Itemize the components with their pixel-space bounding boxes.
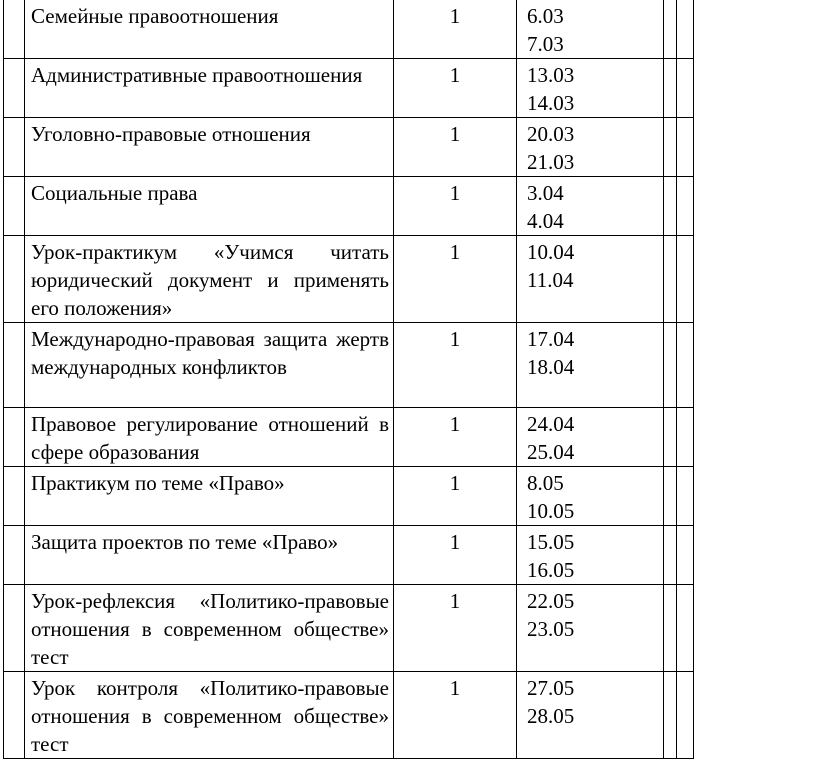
topic-cell bbox=[25, 236, 394, 323]
dates-cell bbox=[517, 323, 664, 408]
topic-text: Семейные правоотношения bbox=[31, 4, 279, 28]
date-planned: 20.03 bbox=[527, 122, 575, 146]
table-row bbox=[4, 467, 694, 526]
date-planned: 24.04 bbox=[527, 412, 575, 436]
hours-cell: 1 bbox=[394, 236, 517, 323]
date-alt: 4.04 bbox=[527, 209, 564, 233]
table-row bbox=[4, 59, 694, 118]
date-alt: 7.03 bbox=[527, 32, 564, 56]
empty-cell bbox=[677, 0, 694, 59]
hours-cell: 1 bbox=[394, 177, 517, 236]
date-alt: 14.03 bbox=[527, 91, 575, 115]
hours-cell: 1 bbox=[394, 323, 517, 408]
dates-cell bbox=[517, 585, 664, 672]
date-planned: 3.04 bbox=[527, 181, 564, 205]
row-number-cell bbox=[4, 323, 25, 408]
dates-cell bbox=[517, 118, 664, 177]
dates-cell bbox=[517, 0, 664, 59]
topic-text: Административные правоотношения bbox=[31, 63, 363, 87]
schedule-table bbox=[3, 0, 694, 759]
topic-text: Уголовно-правовые отношения bbox=[31, 122, 311, 146]
topic-text: Практикум по теме «Право» bbox=[31, 471, 285, 495]
date-planned: 10.04 bbox=[527, 240, 575, 264]
hours-cell: 1 bbox=[394, 467, 517, 526]
topic-cell bbox=[25, 0, 394, 59]
empty-cell bbox=[677, 236, 694, 323]
empty-cell bbox=[664, 236, 677, 323]
empty-cell bbox=[677, 59, 694, 118]
hours-cell: 1 bbox=[394, 118, 517, 177]
date-alt: 10.05 bbox=[527, 499, 575, 523]
topic-text: Международно-правовая защита жертв международных конфликтов bbox=[31, 327, 389, 379]
row-number-cell bbox=[4, 672, 25, 759]
topic-cell bbox=[25, 59, 394, 118]
topic-text: Урок-рефлексия «Политико-правовые отношения в современном обществе» тест bbox=[31, 589, 389, 669]
date-planned: 22.05 bbox=[527, 589, 575, 613]
topic-cell bbox=[25, 672, 394, 759]
empty-cell bbox=[677, 177, 694, 236]
row-number-cell bbox=[4, 59, 25, 118]
topic-cell bbox=[25, 467, 394, 526]
empty-cell bbox=[664, 59, 677, 118]
topic-text: Урок контроля «Политико-правовые отношения в современном обществе» тест bbox=[31, 676, 389, 756]
row-number-cell bbox=[4, 0, 25, 59]
schedule-body bbox=[4, 0, 694, 759]
row-number-cell bbox=[4, 467, 25, 526]
dates-cell bbox=[517, 236, 664, 323]
dates-cell bbox=[517, 408, 664, 467]
empty-cell bbox=[664, 585, 677, 672]
table-row bbox=[4, 585, 694, 672]
hours-cell: 1 bbox=[394, 0, 517, 59]
dates-cell bbox=[517, 467, 664, 526]
date-planned: 13.03 bbox=[527, 63, 575, 87]
hours-cell: 1 bbox=[394, 408, 517, 467]
empty-cell bbox=[677, 408, 694, 467]
dates-cell bbox=[517, 672, 664, 759]
empty-cell bbox=[664, 467, 677, 526]
empty-cell bbox=[677, 118, 694, 177]
empty-cell bbox=[677, 467, 694, 526]
hours-cell: 1 bbox=[394, 585, 517, 672]
topic-cell bbox=[25, 177, 394, 236]
row-number-cell bbox=[4, 177, 25, 236]
table-row bbox=[4, 177, 694, 236]
empty-cell bbox=[664, 323, 677, 408]
dates-cell bbox=[517, 59, 664, 118]
hours-cell: 1 bbox=[394, 526, 517, 585]
topic-cell bbox=[25, 585, 394, 672]
date-planned: 6.03 bbox=[527, 4, 564, 28]
topic-cell bbox=[25, 526, 394, 585]
empty-cell bbox=[677, 585, 694, 672]
empty-cell bbox=[677, 526, 694, 585]
topic-text: Урок-практикум «Учимся читать юридический документ и применять его положения» bbox=[31, 240, 389, 320]
topic-cell bbox=[25, 323, 394, 408]
date-planned: 15.05 bbox=[527, 530, 575, 554]
date-alt: 11.04 bbox=[527, 268, 574, 292]
empty-cell bbox=[664, 408, 677, 467]
date-planned: 27.05 bbox=[527, 676, 575, 700]
row-number-cell bbox=[4, 585, 25, 672]
date-planned: 17.04 bbox=[527, 327, 575, 351]
empty-cell bbox=[677, 323, 694, 408]
topic-text: Защита проектов по теме «Право» bbox=[31, 530, 339, 554]
table-row bbox=[4, 408, 694, 467]
hours-cell: 1 bbox=[394, 59, 517, 118]
table-row bbox=[4, 118, 694, 177]
row-number-cell bbox=[4, 408, 25, 467]
table-row bbox=[4, 672, 694, 759]
empty-cell bbox=[664, 0, 677, 59]
date-alt: 28.05 bbox=[527, 704, 575, 728]
table-row bbox=[4, 0, 694, 59]
dates-cell bbox=[517, 526, 664, 585]
empty-cell bbox=[664, 177, 677, 236]
date-planned: 8.05 bbox=[527, 471, 564, 495]
topic-text: Социальные права bbox=[31, 181, 198, 205]
date-alt: 21.03 bbox=[527, 150, 575, 174]
dates-cell bbox=[517, 177, 664, 236]
date-alt: 25.04 bbox=[527, 440, 575, 464]
empty-cell bbox=[664, 526, 677, 585]
row-number-cell bbox=[4, 118, 25, 177]
table-row bbox=[4, 526, 694, 585]
row-number-cell bbox=[4, 236, 25, 323]
topic-cell bbox=[25, 118, 394, 177]
empty-cell bbox=[664, 118, 677, 177]
table-row bbox=[4, 323, 694, 408]
date-alt: 23.05 bbox=[527, 617, 575, 641]
date-alt: 16.05 bbox=[527, 558, 575, 582]
empty-cell bbox=[664, 672, 677, 759]
topic-cell bbox=[25, 408, 394, 467]
topic-text: Правовое регулирование отношений в сфере образования bbox=[31, 412, 389, 464]
empty-cell bbox=[677, 672, 694, 759]
table-row bbox=[4, 236, 694, 323]
row-number-cell bbox=[4, 526, 25, 585]
hours-cell: 1 bbox=[394, 672, 517, 759]
date-alt: 18.04 bbox=[527, 355, 575, 379]
